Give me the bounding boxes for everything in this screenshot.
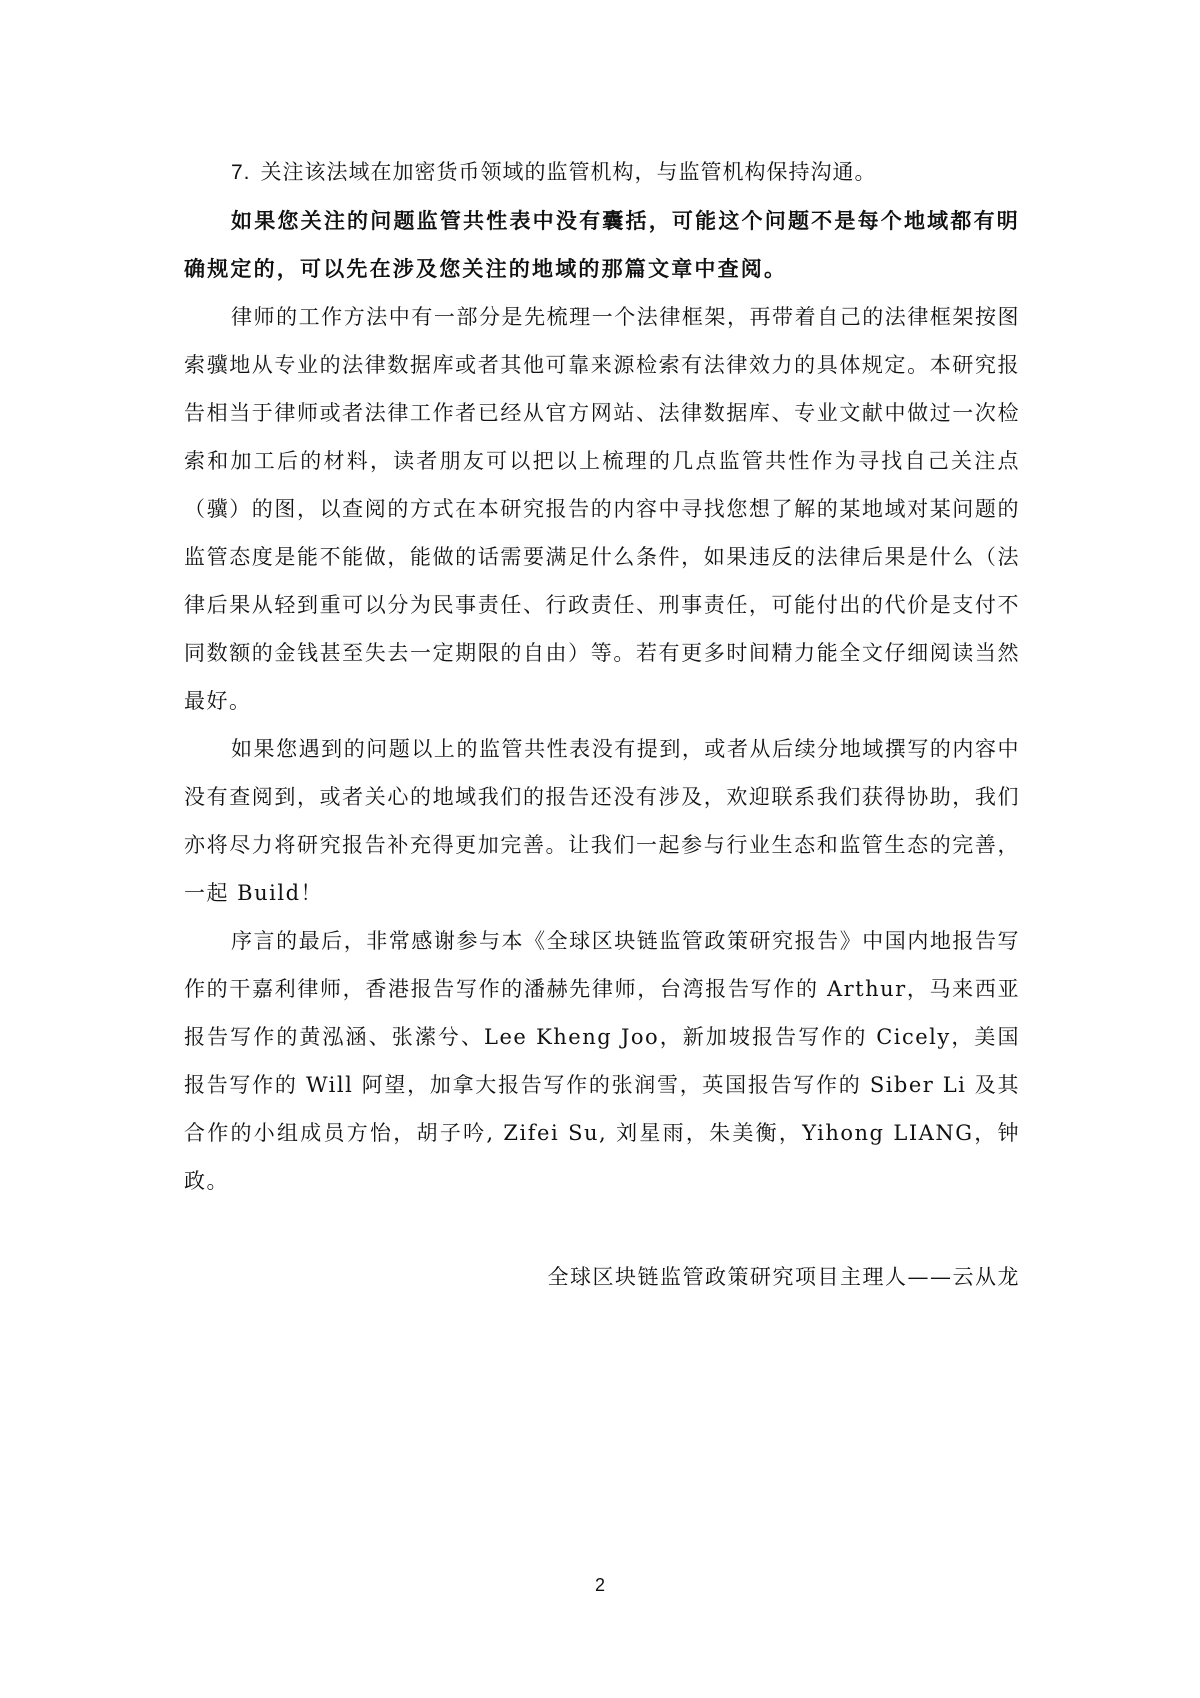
bold-note-paragraph: 如果您关注的问题监管共性表中没有囊括，可能这个问题不是每个地域都有明确规定的，可以先在涉及您关注的地域的那篇文章中查阅。: [184, 208, 1020, 281]
paragraph-contact: 如果您遇到的问题以上的监管共性表没有提到，或者从后续分地域撰写的内容中没有查阅到，或者关心的地域我们的报告还没有涉及，欢迎联系我们获得协助，我们亦将尽力将研究报告补充得更加完善。让我们一起参与行业生态和监管生态的完善，一起 Build！: [184, 737, 1020, 905]
signature-line: 全球区块链监管政策研究项目主理人——云从龙: [547, 1265, 1020, 1289]
list-item-7: [184, 148, 1020, 197]
page-content: [184, 148, 1020, 1301]
paragraph-method: 律师的工作方法中有一部分是先梳理一个法律框架，再带着自己的法律框架按图索骥地从专业的法律数据库或者其他可靠来源检索有法律效力的具体规定。本研究报告相当于律师或者法律工作者已经从官方网站、法律数据库、专业文献中做过一次检索和加工后的材料，读者朋友可以把以上梳理的几点监管共性作为寻找自己关注点（骥）的图，以查阅的方式在本研究报告的内容中寻找您想了解的某地域对某问题的监管态度是能不能做，能做的话需要满足什么条件，如果违反的法律后果是什么（法律后果从轻到重可以分为民事责任、行政责任、刑事责任，可能付出的代价是支付不同数额的金钱甚至失去一定期限的自由）等。若有更多时间精力能全文仔细阅读当然最好。: [184, 305, 1020, 713]
paragraph-acknowledgements: 序言的最后，非常感谢参与本《全球区块链监管政策研究报告》中国内地报告写作的干嘉利律师，香港报告写作的潘赫先律师，台湾报告写作的 Arthur，马来西亚报告写作的黄泓涵、张潆兮、Lee Kheng Joo，新加坡报告写作的 Cicely，美国报告写作的 Will 阿望，加拿大报告写作的张润雪，英国报告写作的 Siber Li 及其合作的小组成员方怡，胡子吟, Zifei Su, 刘星雨，朱美衡，Yihong LIANG，钟政。: [184, 929, 1020, 1193]
list-item-text: 关注该法域在加密货币领域的监管机构，与监管机构保持沟通。: [260, 160, 877, 184]
list-item-number: 7.: [231, 161, 251, 184]
page-number: 2: [594, 1575, 605, 1595]
